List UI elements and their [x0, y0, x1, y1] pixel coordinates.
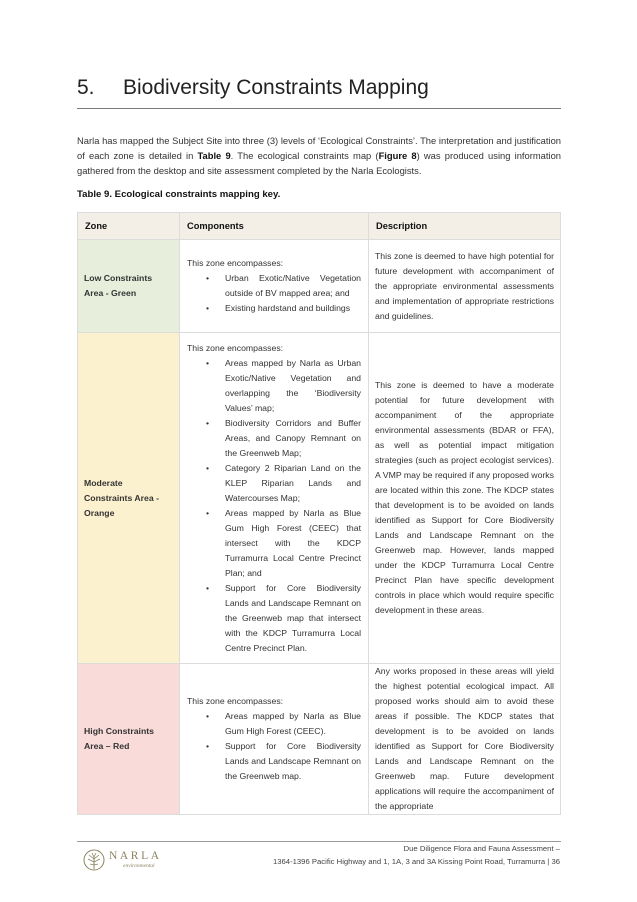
components-cell: This zone encompasses: • Areas mapped by Narla as Blue Gum High Forest (CEEC). • Support for Core Biodiversity Lands and Landscape Remnant on the Greenweb map. [180, 664, 369, 815]
table-row [78, 240, 561, 333]
logo-wordmark: NARLA [109, 850, 162, 862]
components-cell: This zone encompasses: • Urban Exotic/Native Vegetation outside of BV mapped area; and • Existing hardstand and buildings [180, 240, 369, 333]
list-item: • Areas mapped by Narla as Blue Gum High Forest (CEEC) that intersect with the KDCP Turramurra Local Centre Precinct Plan; and [225, 506, 361, 581]
footer-divider [77, 841, 561, 842]
table-row [78, 664, 561, 815]
zone-high: High Constraints Area – Red [78, 664, 180, 815]
zone-low: Low Constraints Area - Green [78, 240, 180, 333]
list-item: • Support for Core Biodiversity Lands and Landscape Remnant on the Greenweb map. [225, 739, 361, 784]
tree-of-life-icon [83, 849, 105, 871]
description-cell: Any works proposed in these areas will yield the highest potential ecological impact. All proposed works should aim to avoid these areas if possible. The KDCP states that development is to be avoided on lands identified as Support for Core Biodiversity Lands and Landscape Remnant on the Greenweb map. Future development applications will require the accompaniment of the appropriate [369, 664, 561, 815]
list-item: • Areas mapped by Narla as Blue Gum High Forest (CEEC). [225, 709, 361, 739]
list-item: • Areas mapped by Narla as Urban Exotic/Native Vegetation and overlapping the ‘Biodiversity Values’ map; [225, 356, 361, 416]
zone-moderate: Moderate Constraints Area - Orange [78, 333, 180, 664]
section-number: 5. [77, 76, 95, 99]
footer-line-2: 1364-1396 Pacific Highway and 1, 1A, 3 and 3A Kissing Point Road, Turramurra | 36 [272, 856, 560, 866]
footer-line-1: Due Diligence Flora and Fauna Assessment – [403, 844, 560, 853]
constraints-table [77, 212, 561, 815]
header-zone: Zone [78, 213, 180, 240]
description-cell: This zone is deemed to have high potential for future development with accompaniment of the appropriate environmental assessments and implementation of appropriate restrictions and guidelines. [369, 240, 561, 333]
table-9-reference: Table 9 [197, 150, 231, 162]
components-list [187, 709, 361, 784]
list-item: • Category 2 Riparian Land on the KLEP Riparian Lands and Watercourses Map; [225, 461, 361, 506]
components-list [187, 356, 361, 656]
logo-subtitle: environmental [123, 863, 155, 869]
components-list [187, 271, 361, 316]
table-header-row [78, 213, 561, 240]
figure-8-reference: Figure 8 [378, 150, 417, 162]
list-item: • Existing hardstand and buildings [225, 301, 361, 316]
list-item: • Urban Exotic/Native Vegetation outside of BV mapped area; and [225, 271, 361, 301]
list-item: • Support for Core Biodiversity Lands and Landscape Remnant on the Greenweb map that intersect with the KDCP Turramurra Local Centre Precinct Plan. [225, 581, 361, 656]
components-cell: This zone encompasses: • Areas mapped by Narla as Urban Exotic/Native Vegetation and overlapping the ‘Biodiversity Values’ map; • Biodiversity Corridors and Buffer Areas, and Canopy Remnant on the Greenweb Map; • Category 2 Riparian Land on the KLEP Riparian Lands and Watercourses Map; • Areas mapped by Narla as Blue Gum High Forest (CEEC) that intersect with the KDCP Turramurra Local Centre Precinct Plan; and • Support for Core Biodiversity Lands and Landscape Remnant on the Greenweb map that intersect with the KDCP Turramurra Local Centre Precinct Plan. [180, 333, 369, 664]
list-item: • Biodiversity Corridors and Buffer Areas, and Canopy Remnant on the Greenweb Map; [225, 416, 361, 461]
header-description: Description [369, 213, 561, 240]
table-row [78, 333, 561, 664]
section-heading [77, 76, 561, 109]
footer-text [273, 843, 560, 868]
description-cell: This zone is deemed to have a moderate potential for future development with accompaniment of the appropriate environmental assessments (BDAR or FFA), as well as potential impact mitigation strategies (such as project ecologist services). A VMP may be required if any proposed works are located within this zone. The KDCP states that development is to be avoided on lands identified as Support for Core Biodiversity Lands and Landscape Remnant on the Greenweb map. However, lands mapped under the KDCP Turramurra Local Centre Precinct Plan have specific development controls in place which would require specific development in these areas. [369, 333, 561, 664]
table-caption: Table 9. Ecological constraints mapping key. [77, 189, 281, 200]
header-components: Components [180, 213, 369, 240]
page-title: Biodiversity Constraints Mapping [123, 76, 429, 99]
intro-paragraph: Narla has mapped the Subject Site into three (3) levels of ‘Ecological Constraints’. The interpretation and justification of each zone is detailed in Table 9. The ecological constraints map (Figure 8) was produced using information gathered from the desktop and site assessment completed by the Narla Ecologists. [77, 135, 562, 177]
narla-logo [83, 848, 173, 874]
